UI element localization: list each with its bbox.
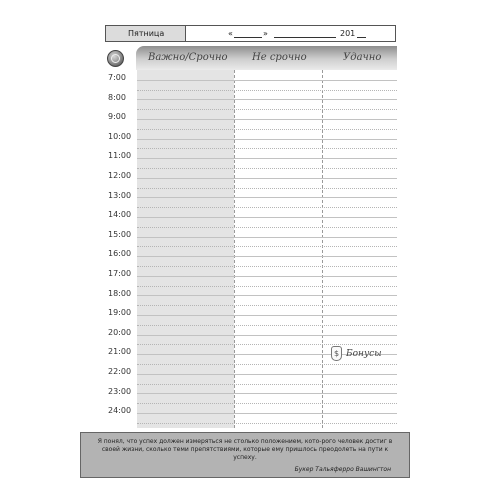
row-line: [137, 158, 397, 159]
row-line: [137, 168, 397, 169]
month-blank-line: [274, 37, 336, 38]
row-line: [137, 266, 397, 267]
row-line: [137, 129, 397, 130]
time-label: 20:00: [108, 327, 132, 337]
row-line: [137, 80, 397, 81]
row-line: [137, 423, 397, 424]
row-line: [137, 237, 397, 238]
row-line: [137, 227, 397, 228]
year-prefix: 201: [340, 29, 356, 38]
row-line: [137, 148, 397, 149]
time-label: 12:00: [108, 171, 132, 180]
row-line: [137, 305, 397, 306]
quote-author: Букер Тальяферро Вашингтон: [294, 466, 391, 473]
time-label: 14:00: [108, 210, 132, 220]
row-line: [137, 315, 397, 316]
time-label: 21:00: [108, 347, 132, 357]
date-open-quote: «: [228, 29, 233, 38]
row-line: [137, 197, 397, 198]
schedule-grid: [100, 46, 400, 431]
row-line: [137, 364, 397, 365]
row-line: [137, 119, 397, 120]
row-line: [137, 217, 397, 218]
bonus-label: Бонусы: [346, 349, 382, 359]
time-label: 13:00: [108, 190, 132, 200]
row-line: [137, 276, 397, 277]
row-line: [137, 256, 397, 257]
row-line: [137, 286, 397, 287]
time-label: 22:00: [108, 367, 132, 376]
row-line: [137, 178, 397, 179]
money-bag-icon: $: [331, 346, 342, 361]
row-line: [137, 99, 397, 100]
time-label: 10:00: [108, 131, 132, 141]
row-line: [137, 295, 397, 296]
quote-text: Я понял, что успех должен измеряться не столько положением, кото-рого человек достиг в своей жизни, сколько теми препятствиями, которые ему пришлось преодолеть на пути к успеху.: [97, 438, 393, 461]
row-line: [137, 393, 397, 394]
row-line: [137, 384, 397, 385]
row-line: [137, 90, 397, 91]
clock-icon: [107, 50, 124, 67]
row-line: [137, 109, 397, 110]
row-line: [137, 207, 397, 208]
row-line: [137, 246, 397, 247]
row-line: [137, 403, 397, 404]
quote-box: [80, 432, 410, 478]
time-label: 24:00: [108, 406, 132, 416]
date-field[interactable]: [186, 26, 395, 41]
row-line: [137, 325, 397, 326]
date-header: [105, 25, 396, 42]
row-line: [137, 413, 397, 414]
time-label: 15:00: [108, 229, 132, 239]
date-close-quote: »: [263, 29, 268, 38]
time-label: 8:00: [108, 92, 126, 102]
year-blank-line: [357, 37, 366, 38]
time-label: 16:00: [108, 249, 132, 259]
column-header-important: Важно/Срочно: [148, 52, 228, 63]
day-blank-line: [234, 37, 262, 38]
weekday-label: Пятница: [106, 26, 186, 41]
time-label: 18:00: [108, 288, 132, 298]
column-header-success: Удачно: [343, 52, 382, 63]
row-line: [137, 374, 397, 375]
column-header-not-urgent: Не срочно: [252, 52, 307, 63]
time-label: 11:00: [108, 151, 132, 161]
row-line: [137, 344, 397, 345]
row-line: [137, 335, 397, 336]
time-label: 17:00: [108, 269, 132, 278]
row-line: [137, 139, 397, 140]
time-label: 19:00: [108, 308, 132, 318]
time-label: 7:00: [108, 73, 126, 82]
time-label: 23:00: [108, 386, 132, 396]
row-line: [137, 188, 397, 189]
time-label: 9:00: [108, 112, 126, 122]
